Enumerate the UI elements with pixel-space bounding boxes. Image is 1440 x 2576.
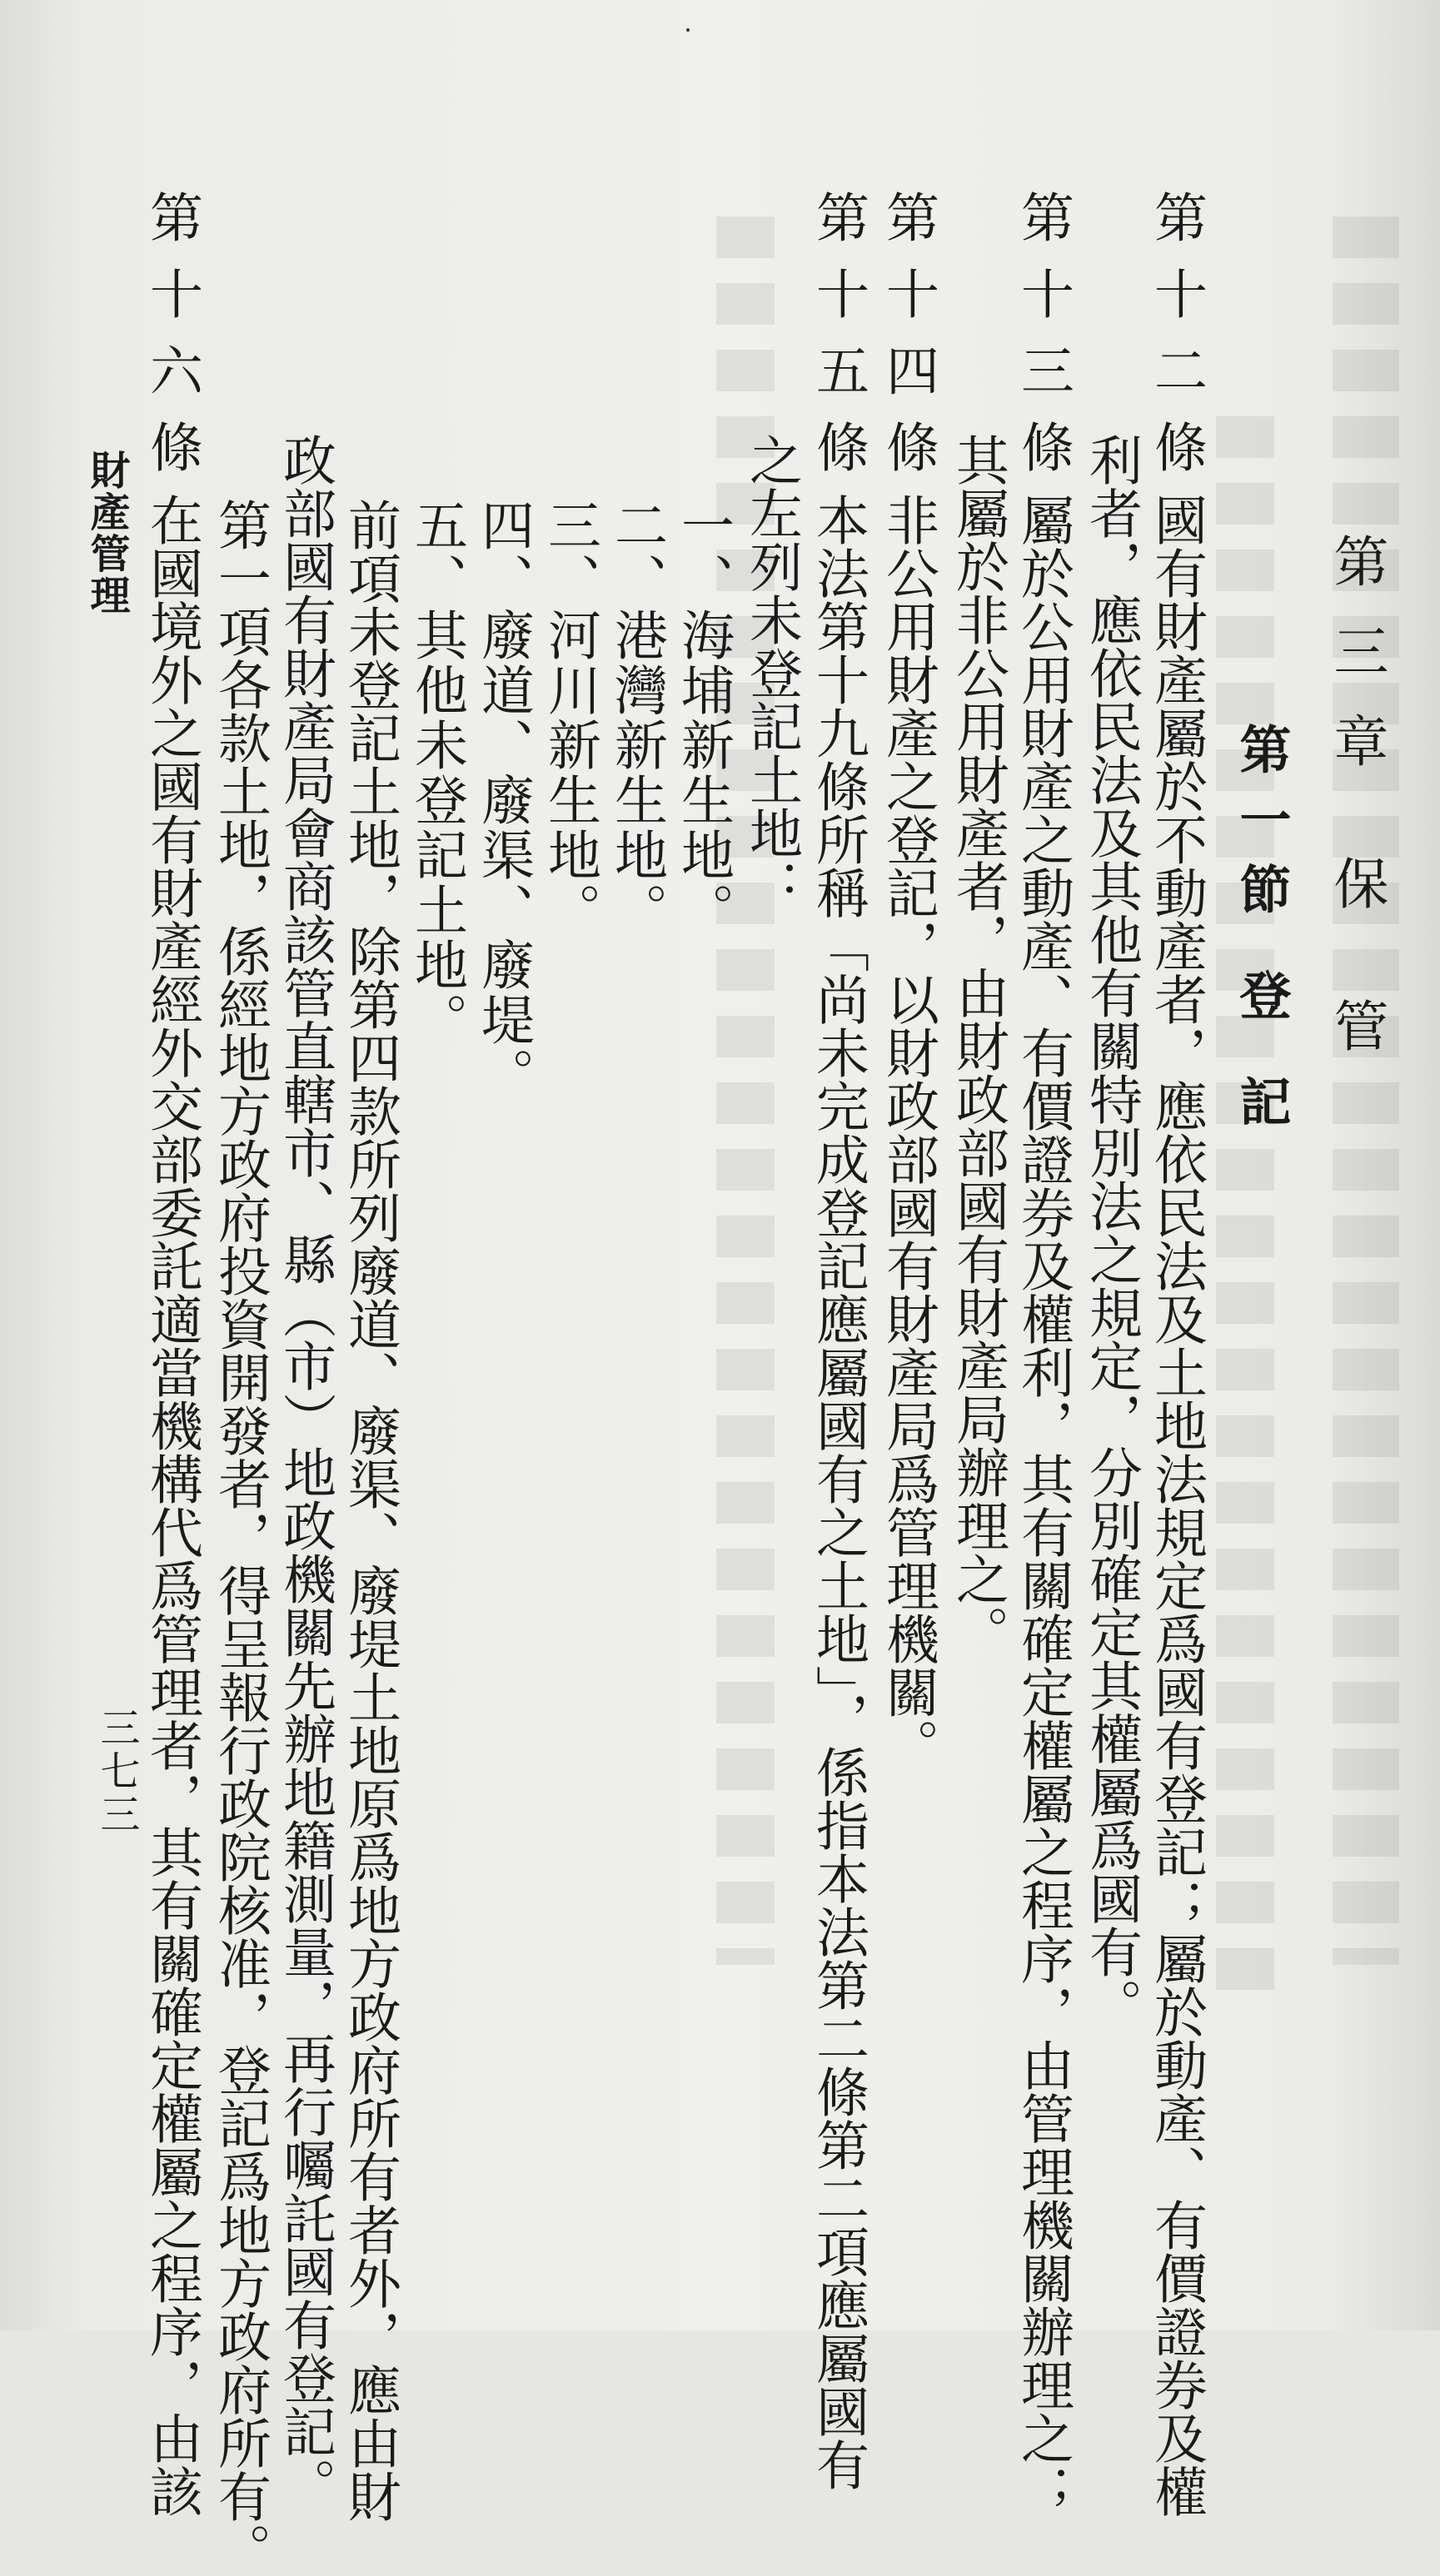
article-text: 本法第十九條所稱「尚未完成登記應屬國有之土地」，係指本法第二條第二項應屬國有 bbox=[807, 493, 869, 2491]
article-label: 第十五條 bbox=[807, 190, 869, 496]
list-item: 四、廢道、廢渠、廢堤。 bbox=[472, 498, 534, 1102]
article-text: 其屬於非公用財產者，由財政部國有財產局辦理之。 bbox=[947, 433, 1009, 1658]
list-item: 一、海埔新生地。 bbox=[672, 498, 734, 937]
list-item: 五、其他未登記土地。 bbox=[406, 498, 467, 1047]
list-item: 二、港灣新生地。 bbox=[605, 498, 667, 937]
paragraph-line: 第一項各款土地，係經地方政府投資開發者，得呈報行政院核准，登記爲地方政府所有。 bbox=[209, 498, 271, 2576]
article-text: 在國境外之國有財產經外交部委託適當機構代爲管理者，其有關確定權屬之程序，由該 bbox=[141, 493, 202, 2518]
article-label: 第十三條 bbox=[1012, 190, 1074, 496]
article-text: 非公用財產之登記，以財政部國有財產局爲管理機關。 bbox=[877, 493, 939, 1772]
page-number: 三七三 bbox=[93, 1707, 140, 1837]
article-label: 第十二條 bbox=[1145, 190, 1207, 496]
paragraph-line: 前項未登記土地，除第四款所列廢道、廢渠、廢堤土地原爲地方政府所有者外，應由財 bbox=[339, 498, 401, 2523]
article-text: 國有財產屬於不動產者，應依民法及土地法規定爲國有登記；屬於動產、有價證券及權 bbox=[1145, 493, 1207, 2518]
article-text: 之左列未登記土地： bbox=[740, 433, 802, 913]
running-footer-title: 財產管理 bbox=[83, 450, 130, 616]
article-text: 利者，應依民法及其他有關特別法之規定，分別確定其權屬爲國有。 bbox=[1080, 433, 1142, 2031]
bleed-through-shadow bbox=[1333, 216, 1399, 1965]
list-item: 三、河川新生地。 bbox=[539, 498, 600, 937]
bleed-through-shadow bbox=[1216, 416, 1274, 1998]
article-label: 第十六條 bbox=[141, 190, 202, 496]
speck bbox=[686, 28, 690, 32]
section-title: 第一節 登 記 bbox=[1231, 723, 1292, 1146]
paragraph-line: 政部國有財產局會商該管直轄市、縣（市）地政機關先辦地籍測量，再行囑託國有登記。 bbox=[274, 433, 336, 2511]
article-label: 第十四條 bbox=[877, 190, 939, 496]
chapter-title: 第三章 保 管 bbox=[1324, 533, 1388, 1087]
article-text: 屬於公用財產之動產、有價證券及權利，其有關確定權屬之程序，由管理機關辦理之； bbox=[1012, 493, 1074, 2518]
